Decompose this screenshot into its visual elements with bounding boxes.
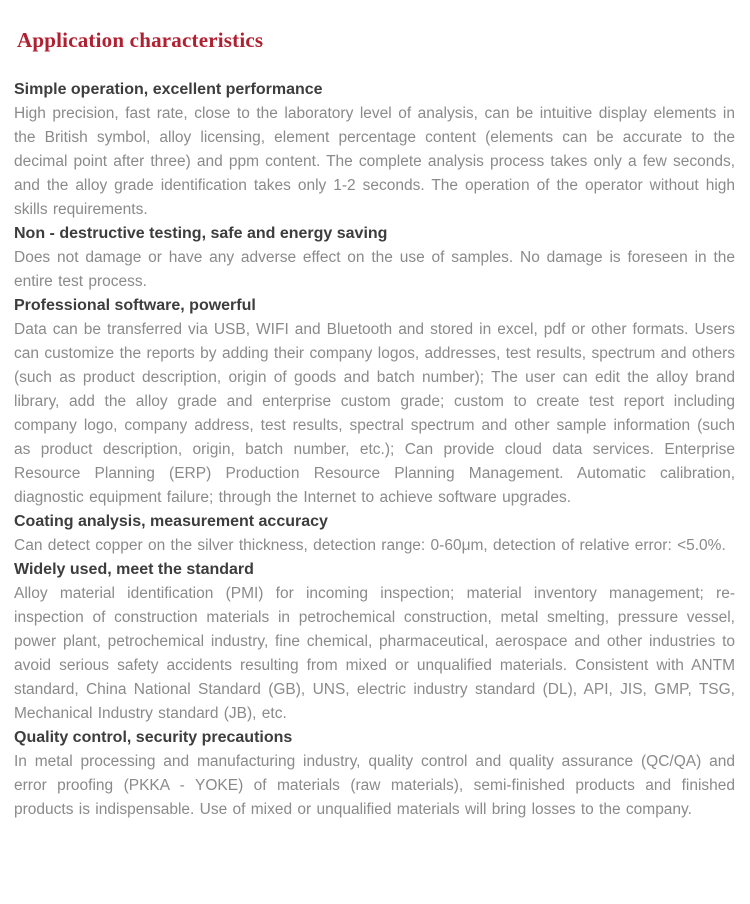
section-simple-operation <box>14 78 735 222</box>
page-content <box>14 78 735 822</box>
section-body: Data can be transferred via USB, WIFI and Bluetooth and stored in excel, pdf or other formats. Users can customize the reports by adding their company logos, addresses, test results, spectrum and others (such as product description, origin of goods and batch number); The user can edit the alloy brand library, add the alloy grade and enterprise custom grade; custom to create test report including company logo, company address, test results, spectral spectrum and other sample information (such as product description, origin, batch number, etc.); Can provide cloud data services. Enterprise Resource Planning (ERP) Production Resource Planning Management. Automatic calibration, diagnostic equipment failure; through the Internet to achieve software upgrades. <box>14 321 735 506</box>
section-non-destructive <box>14 222 735 294</box>
section-widely-used <box>14 558 735 726</box>
section-heading: Coating analysis, measurement accuracy <box>14 513 328 530</box>
section-heading: Simple operation, excellent performance <box>14 81 323 98</box>
section-professional-software <box>14 294 735 510</box>
section-body: High precision, fast rate, close to the laboratory level of analysis, can be intuitive display elements in the British symbol, alloy licensing, element percentage content (elements can be accurate to the decimal point after three) and ppm content. The complete analysis process takes only a few seconds, and the alloy grade identification takes only 1-2 seconds. The operation of the operator without high skills requirements. <box>14 105 735 218</box>
section-heading: Professional software, powerful <box>14 297 256 314</box>
section-quality-control <box>14 726 735 822</box>
section-body: In metal processing and manufacturing industry, quality control and quality assurance (QC/QA) and error proofing (PKKA - YOKE) of materials (raw materials), semi-finished products and finished products is indispensable. Use of mixed or unqualified materials will bring losses to the company. <box>14 753 735 818</box>
section-heading: Widely used, meet the standard <box>14 561 254 578</box>
section-coating-analysis <box>14 510 735 558</box>
section-body: Does not damage or have any adverse effect on the use of samples. No damage is foreseen in the entire test process. <box>14 249 735 290</box>
section-heading: Quality control, security precautions <box>14 729 293 746</box>
section-body: Can detect copper on the silver thickness, detection range: 0-60μm, detection of relative error: <5.0%. <box>14 537 726 554</box>
section-heading: Non - destructive testing, safe and energy saving <box>14 225 388 242</box>
section-body: Alloy material identification (PMI) for incoming inspection; material inventory management; re-inspection of construction materials in petrochemical construction, metal smelting, pressure vessel, power plant, petrochemical industry, fine chemical, pharmaceutical, aerospace and other industries to avoid serious safety accidents resulting from mixed or unqualified materials. Consistent with ANTM standard, China National Standard (GB), UNS, electric industry standard (DL), API, JIS, GMP, TSG, Mechanical Industry standard (JB), etc. <box>14 585 735 722</box>
page-title: Application characteristics <box>17 28 264 52</box>
